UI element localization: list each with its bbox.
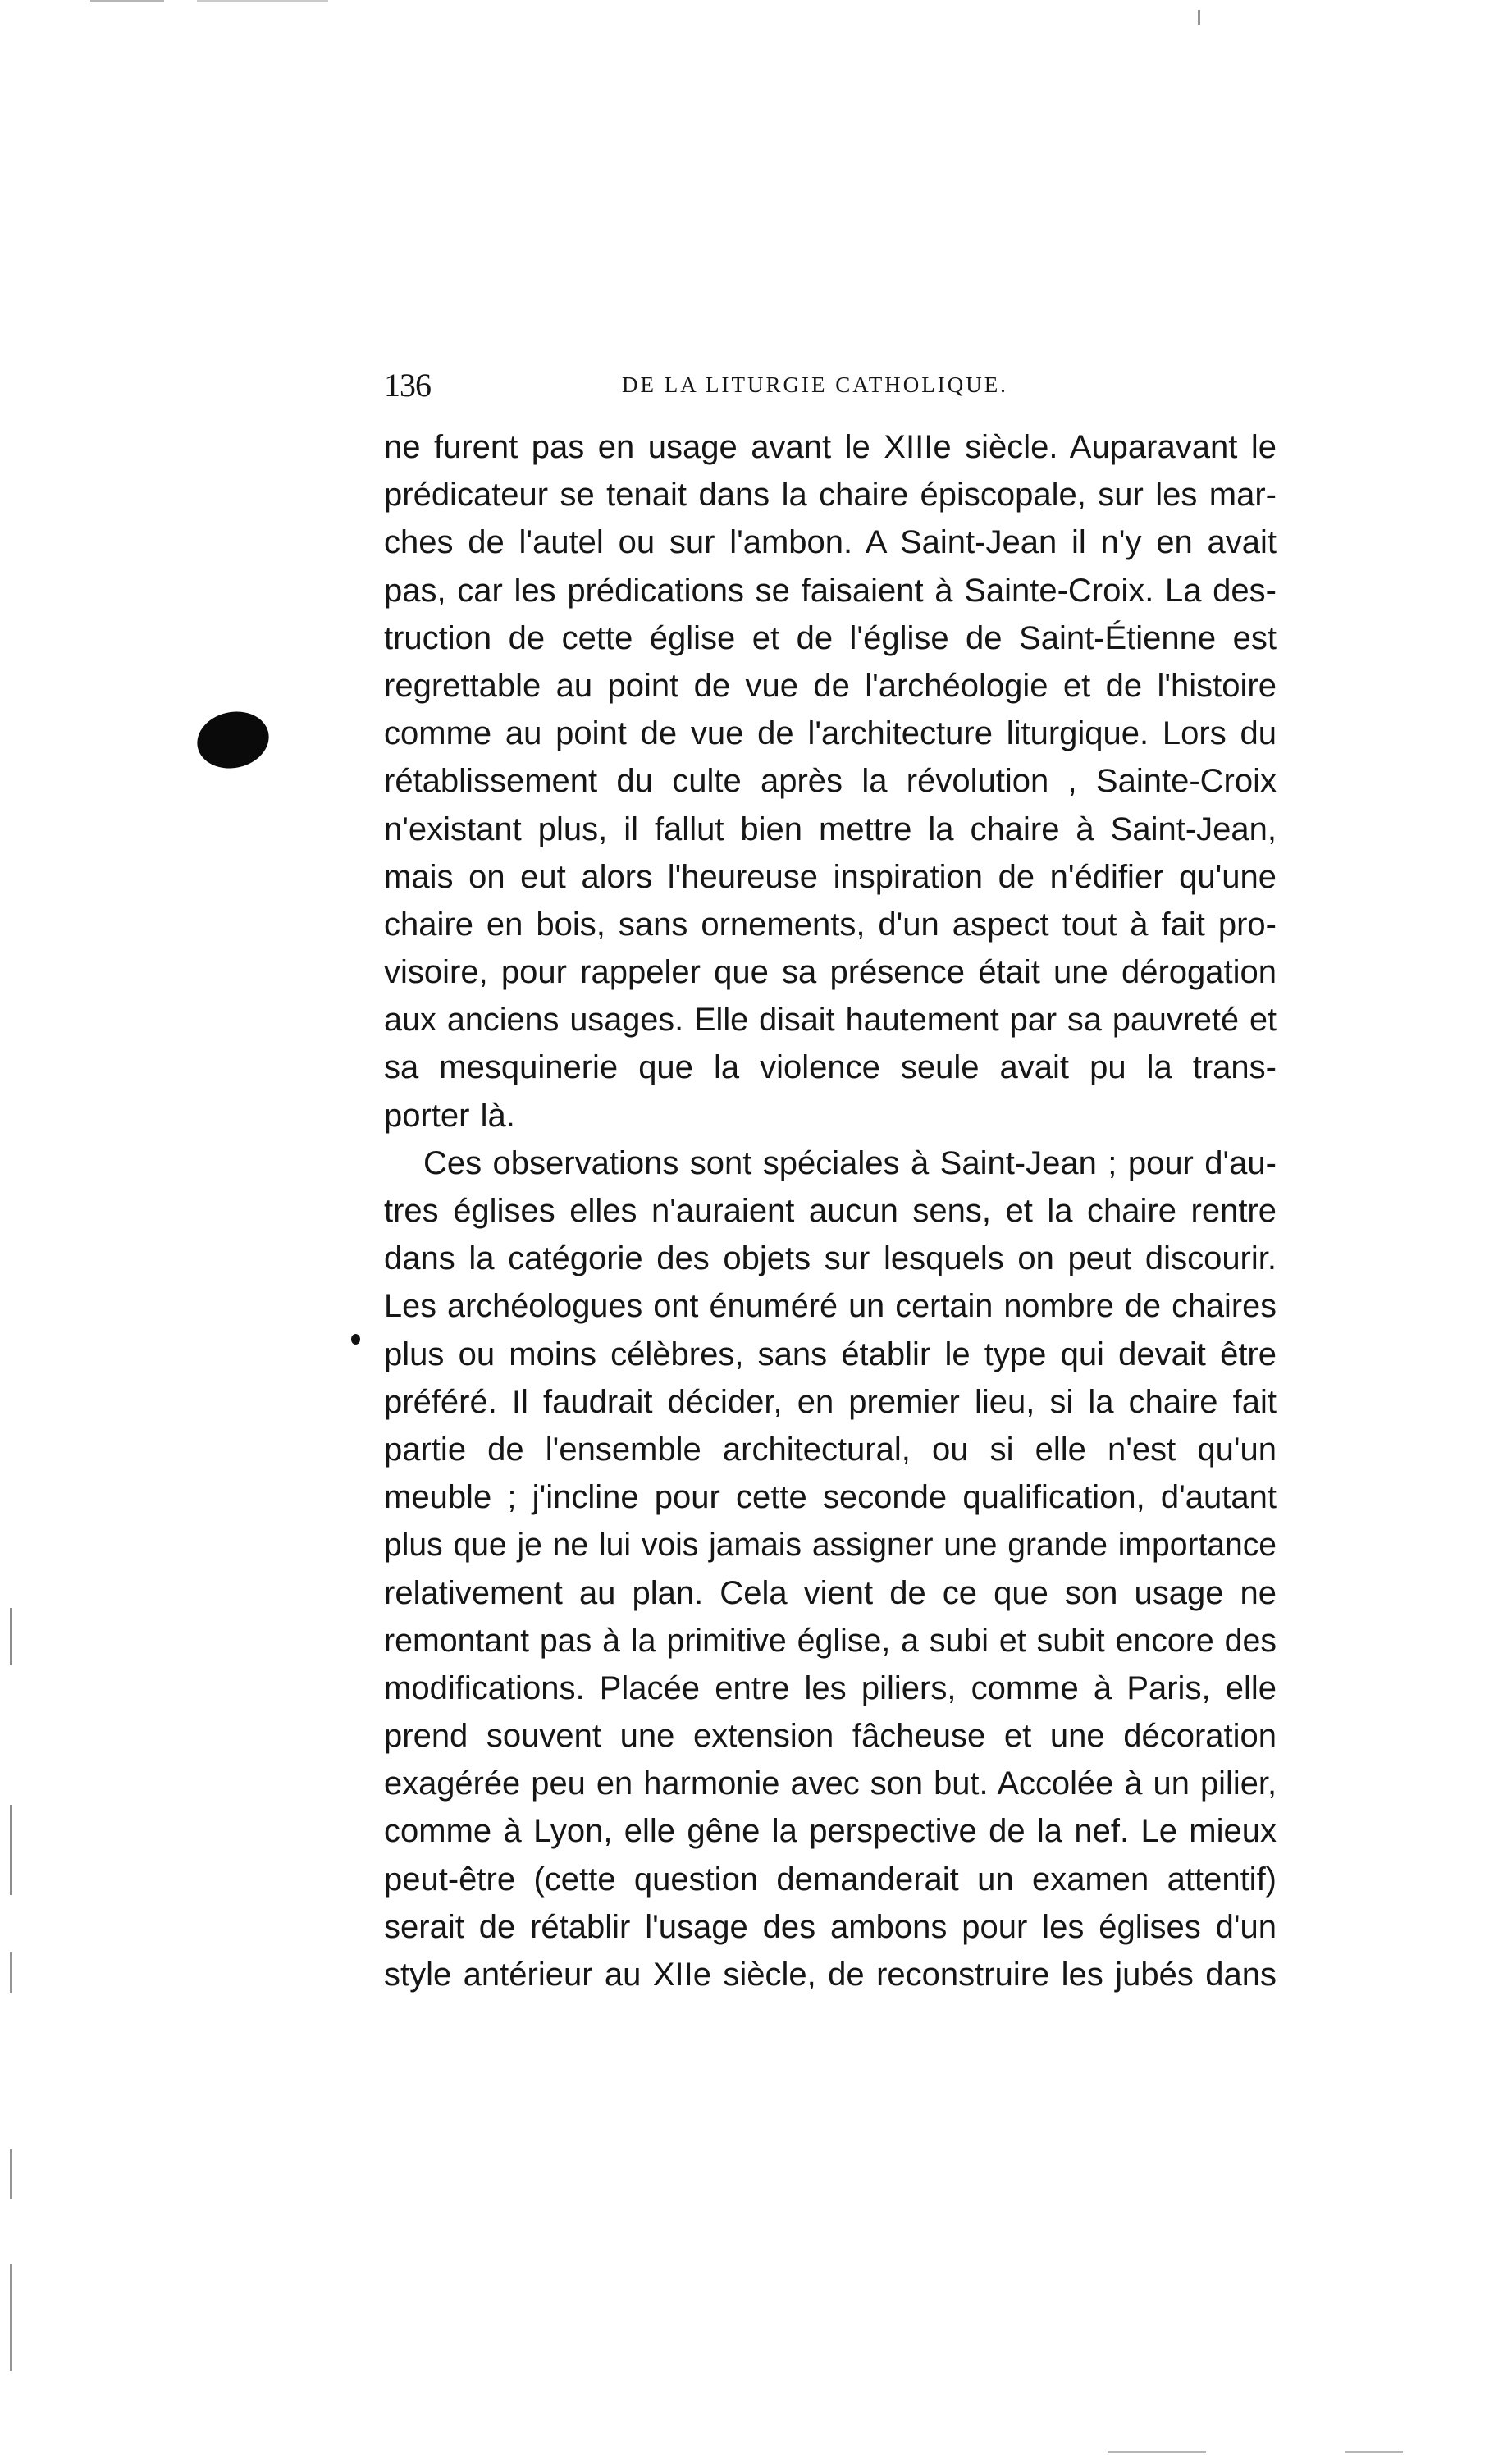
text-line: ne furent pas en usage avant le XIIIe siècle. Auparavant le: [384, 429, 1277, 465]
text-line: prédicateur se tenait dans la chaire épiscopale, sur les mar-: [384, 477, 1277, 514]
text-line: regrettable au point de vue de l'archéologie et de l'histoire: [384, 667, 1277, 704]
text-line: mais on eut alors l'heureuse inspiration de n'édifier qu'une: [384, 858, 1277, 895]
running-head: [384, 366, 1278, 415]
ink-blot: [192, 706, 274, 775]
text-line: plus ou moins célèbres, sans établir le type qui devait être: [384, 1336, 1277, 1372]
running-title: DE LA LITURGIE CATHOLIQUE.: [622, 372, 1008, 397]
text-line: meuble ; j'incline pour cette seconde qualification, d'autant: [384, 1479, 1277, 1516]
text-line: visoire, pour rappeler que sa présence était une dérogation: [384, 954, 1277, 991]
text-line: Ces observations sont spéciales à Saint-Jean ; pour d'au-: [423, 1144, 1277, 1181]
page-number: 136: [384, 367, 431, 404]
text-line: peut-être (cette question demanderait un examen attentif): [384, 1861, 1277, 1898]
scan-edge-mark: [10, 1805, 12, 1895]
text-line: truction de cette église et de l'église de Saint-Étienne est: [384, 619, 1277, 656]
text-line: partie de l'ensemble architectural, ou si elle n'est qu'un: [384, 1431, 1277, 1468]
text-line: aux anciens usages. Elle disait hautement par sa pauvreté et: [384, 1002, 1277, 1039]
text-line: style antérieur au XIIe siècle, de reconstruire les jubés dans: [384, 1957, 1277, 1993]
text-line: porter là.: [384, 1097, 515, 1134]
text-line: comme au point de vue de l'architecture liturgique. Lors du: [384, 715, 1277, 752]
scan-edge-mark: [10, 2149, 12, 2199]
text-line: pas, car les prédications se faisaient à Sainte-Croix. La des-: [384, 572, 1277, 609]
text-line: remontant pas à la primitive église, a subi et subit encore des: [384, 1622, 1277, 1659]
text-line: tres églises elles n'auraient aucun sens, et la chaire rentre: [384, 1193, 1277, 1229]
text-line: Les archéologues ont énuméré un certain nombre de chaires: [384, 1288, 1277, 1325]
scan-edge-mark: [1108, 2451, 1206, 2453]
scan-edge-mark: [90, 0, 164, 2]
text-line: serait de rétablir l'usage des ambons pour les églises d'un: [384, 1908, 1277, 1945]
ink-dot: [351, 1334, 360, 1345]
scan-edge-mark: [10, 2264, 12, 2371]
text-line: préféré. Il faudrait décider, en premier lieu, si la chaire fait: [384, 1383, 1277, 1420]
text-line: n'existant plus, il fallut bien mettre la chaire à Saint-Jean,: [384, 811, 1277, 847]
text-line: dans la catégorie des objets sur lesquels on peut discourir.: [384, 1240, 1277, 1277]
text-line: chaire en bois, sans ornements, d'un aspect tout à fait pro-: [384, 906, 1277, 943]
scan-edge-mark: [197, 0, 328, 2]
text-line: ches de l'autel ou sur l'ambon. A Saint-Jean il n'y en avait: [384, 524, 1277, 561]
scan-edge-mark: [10, 1608, 12, 1665]
scan-edge-mark: [10, 1952, 12, 1993]
body-text: [384, 423, 1277, 1998]
text-line: relativement au plan. Cela vient de ce que son usage ne: [384, 1574, 1277, 1611]
scan-edge-mark: [1345, 2451, 1403, 2453]
text-line: exagérée peu en harmonie avec son but. Accolée à un pilier,: [384, 1765, 1277, 1802]
text-line: comme à Lyon, elle gêne la perspective de la nef. Le mieux: [384, 1813, 1277, 1850]
text-line: sa mesquinerie que la violence seule avait pu la trans-: [384, 1049, 1277, 1086]
text-line: plus que je ne lui vois jamais assigner une grande importance: [384, 1527, 1277, 1564]
text-line: prend souvent une extension fâcheuse et une décoration: [384, 1718, 1277, 1755]
text-line: modifications. Placée entre les piliers, comme à Paris, elle: [384, 1669, 1277, 1706]
text-line: rétablissement du culte après la révolution , Sainte-Croix: [384, 763, 1277, 800]
scan-edge-mark: [1198, 10, 1200, 25]
